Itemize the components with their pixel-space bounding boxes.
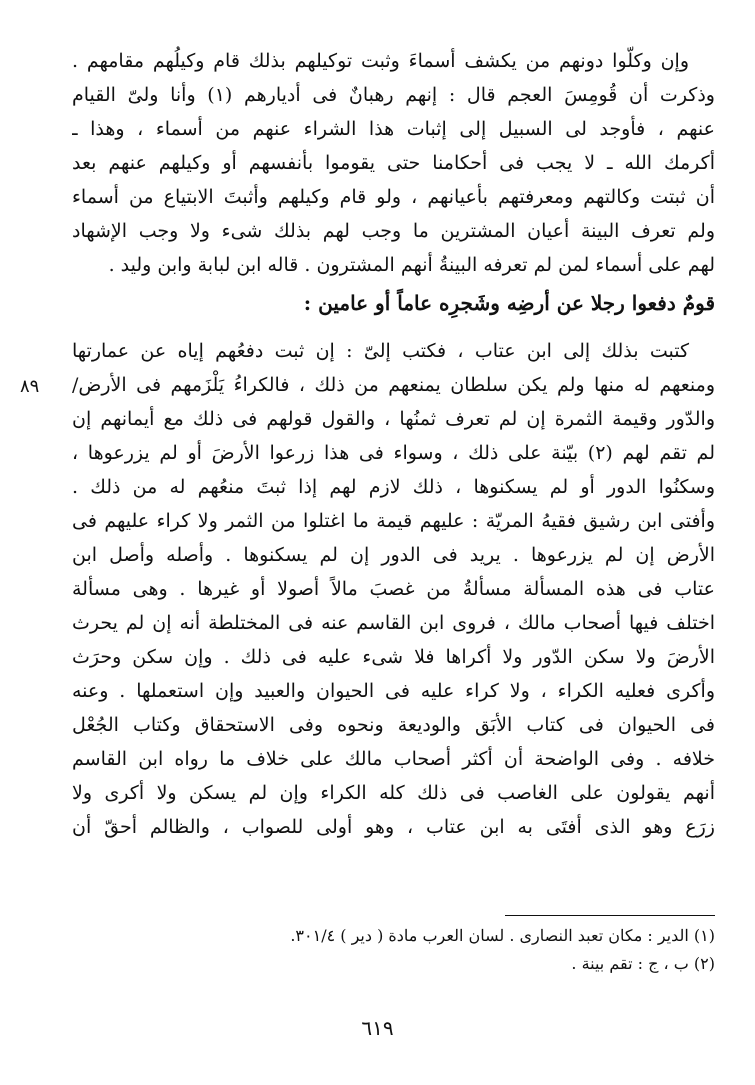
text-line: ومنعهم له منها ولم يكن سلطان يمنعهم من ذلك ، فالكراءُ يَلْزَمهم فى الأرض/ [72,374,715,396]
footnote: (١) الدير : مكان تعبد النصارى . لسان العرب مادة ( دير ) ٣٠١/٤. [290,926,715,945]
text-line: وأفتى ابن رشيق فقيهُ المريّة : عليهم قيمة ما اغتلوا من الثمر ولا كراء عليهم فى [72,510,715,532]
text-line: لم تقم لهم (٢) بيّنة على ذلك ، وسواء فى هذا زرعوا الأرضَ أو لم يزرعوها ، [72,442,715,464]
text-line: اختلف فيها أصحاب مالك ، فروى ابن القاسم عنه فى المختلطة أنه إن لم يحرث [72,612,715,634]
footnote: (٢) ب ، ج : تقم بينة . [571,954,715,973]
text-line: فى الحيوان فى كتاب الأبَق والوديعة ونحوه وفى الاستحقاق وكتاب الجُعْل [72,714,715,736]
page-number: ٦١٩ [361,1016,394,1040]
text-line: عنهم ، فأوجد لى السبيل إلى إثبات هذا الشراء عنهم من أسماء ، وهذا ـ [72,118,715,140]
text-line: أنهم يقولون على الغاصب فى ذلك كله الكراء وإن لم يسكن ولا أكرى ولا [72,782,715,804]
text-line: عتاب فى هذه المسألة مسألةُ من غصبَ مالاً أصولا أو غيرها . وهى مسألة [72,578,715,600]
text-line: وأكرى فعليه الكراء ، ولا كراء عليه فى الحيوان والعبيد وإن استعملها . وعنه [72,680,715,702]
text-line: زرَع وهو الذى أفتَى به ابن عتاب ، وهو أولى للصواب ، والظالم أحقّ أن [72,816,715,838]
text-line: كتبت بذلك إلى ابن عتاب ، فكتب إلىّ : إن ثبت دفعُهم إياه عن عمارتها [72,340,689,362]
text-line: والدّور وقيمة الثمرة إن لم تعرف ثمنُها ، والقول قولهم فى ذلك مع أيمانهم إن [72,408,715,430]
text-line: أن ثبتت وكالتهم ومعرفتهم بأعيانهم ، ولو قام وكيلهم وأثبتَ الابتياع من أسماء [72,186,715,208]
text-line: الأرض إن لم يزرعوها . يريد فى الدور إن لم يسكنوها . وأصله وأصل ابن [72,544,715,566]
section-heading: قومٌ دفعوا رجلا عن أرضِه وشَجرِه عاماً أو عامين : [303,291,715,315]
text-line: ولم تعرف البينة أعيان المشترين ما وجب لهم بذلك شىء ولا وجب الإشهاد [72,220,715,242]
text-line: خلافه . وفى الواضحة أن أكثر أصحاب مالك على خلاف ما رواه ابن القاسم [72,748,715,770]
text-line: وسكنُوا الدور أو لم يسكنوها ، ذلك لازم لهم إذا ثبتَ منعُهم له من ذلك . [72,476,715,498]
text-line: الأرضَ ولا سكن الدّور ولا أكراها فلا شىء عليه فى ذلك . وإن سكن وحرَث [72,646,715,668]
text-line: أكرمك الله ـ لا يجب فى أحكامنا حتى يقوموا بأنفسهم أو وكيلهم عنهم بعد [72,152,715,174]
text-line: وذكرت أن قُومِسَ العجم قال : إنهم رهبانٌ فى أديارهم (١) وأنا ولىّ القيام [72,84,715,106]
margin-page-reference: ٨٩ [20,376,40,397]
footnote-separator [505,915,715,916]
text-line: وإن وكلّوا دونهم من يكشف أسماءَ وثبت توكيلهم بذلك قام وكيلُهم مقامهم . [72,50,689,72]
text-line: لهم على أسماء لمن لم تعرفه البينةُ أنهم المشترون . قاله ابن لبابة وابن وليد . [108,254,715,276]
